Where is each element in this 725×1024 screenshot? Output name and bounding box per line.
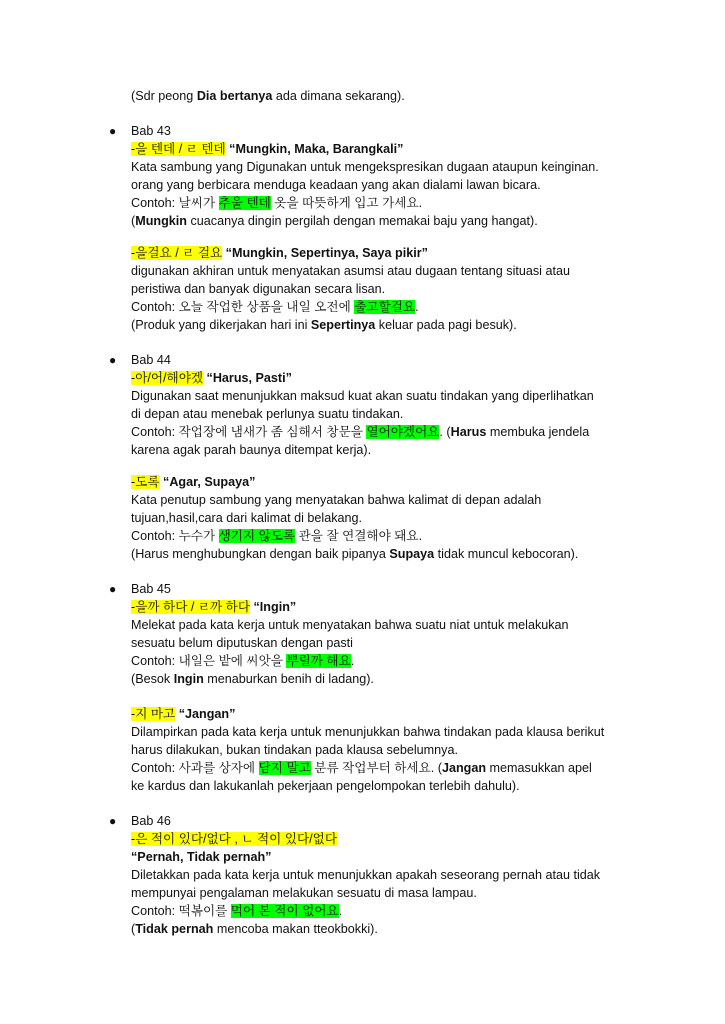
text-run: .: [338, 904, 343, 918]
text-run: keluar pada pagi besuk).: [375, 318, 517, 332]
text-run: Contoh: 작업장에 냄새가 좀 심해서 창문을: [131, 425, 367, 439]
bold-text: Ingin: [173, 672, 204, 686]
grammar-pattern-line: [131, 140, 403, 159]
grammar-pattern: -을 텐데 / ㄹ 텐데: [131, 142, 226, 156]
text-run: . (: [439, 425, 451, 439]
pattern-meaning: “Mungkin, Sepertinya, Saya pikir”: [222, 246, 428, 260]
pattern-meaning: “Ingin”: [250, 600, 297, 614]
bullet-icon: ●: [109, 814, 117, 828]
text-run: Contoh: 사과를 상자에: [131, 761, 259, 775]
description-line: harus dilakukan, bukan tindakan pada klausa sebelumnya.: [131, 743, 458, 757]
description-line: Melekat pada kata kerja untuk menyatakan bahwa suatu niat untuk melakukan: [131, 618, 569, 632]
grammar-pattern: -아/어/해야겠: [131, 371, 204, 385]
example-highlight: 뿌릴까 해요: [286, 654, 351, 668]
text-run: 관을 잘 연결해야 돼요.: [295, 529, 423, 543]
example-highlight: 담지 말고: [258, 761, 311, 775]
text-run: (: [131, 922, 136, 936]
bullet-icon: ●: [109, 124, 117, 138]
text-run: menaburkan benih di ladang).: [203, 672, 374, 686]
text-run: cuacanya dingin pergilah dengan memakai baju yang hangat).: [186, 214, 538, 228]
description-line: peristiwa dan banyak digunakan secara lisan.: [131, 282, 386, 296]
text-run: .: [415, 300, 419, 314]
description-line: Digunakan saat menunjukkan maksud kuat akan suatu tindakan yang diperlihatkan: [131, 389, 594, 403]
grammar-pattern: -도록: [131, 475, 160, 489]
translation-line: [131, 670, 374, 689]
description-line: digunakan akhiran untuk menyatakan asumsi atau dugaan tentang situasi atau: [131, 264, 570, 278]
bold-text: Supaya: [389, 547, 435, 561]
text-run: Contoh: 내일은 밭에 씨앗을: [131, 654, 287, 668]
bullet-icon: ●: [109, 582, 117, 596]
description-line: orang yang berbicara menduga keadaan yang akan dialami lawan bicara.: [131, 178, 541, 192]
text-run: 옷을 따뜻하게 입고 가세요.: [270, 196, 423, 210]
example-line: [131, 759, 592, 778]
pattern-meaning: “Agar, Supaya”: [159, 475, 256, 489]
example-highlight: 먹어 본 적이 없어요: [230, 904, 339, 918]
grammar-pattern-line: [131, 369, 292, 388]
section-heading: Bab 43: [131, 124, 171, 138]
description-line: mempunyai pengalaman melakukan sesuatu di masa lampau.: [131, 886, 477, 900]
grammar-pattern: -은 적이 있다/없다 , ㄴ 적이 있다/없다: [131, 832, 338, 846]
description-line: di depan atau menebak perlunya suatu tindakan.: [131, 407, 404, 421]
bullet-icon: ●: [109, 353, 117, 367]
example-highlight: 추울 텐데: [218, 196, 271, 210]
text-run: (: [131, 214, 136, 228]
example-highlight: 열어야겠어요: [366, 425, 440, 439]
bold-text: Dia bertanya: [196, 89, 273, 103]
description-line: Kata sambung yang Digunakan untuk mengekspresikan dugaan ataupun keinginan.: [131, 160, 599, 174]
section-heading: Bab 45: [131, 582, 171, 596]
grammar-pattern-line: [131, 244, 428, 263]
text-run: tidak muncul kebocoran).: [434, 547, 579, 561]
pattern-meaning: “Jangan”: [175, 707, 236, 721]
intro-translation: [131, 87, 405, 106]
pattern-meaning-line: [131, 848, 271, 867]
pattern-meaning: “Harus, Pasti”: [203, 371, 292, 385]
pattern-meaning: “Pernah, Tidak pernah”: [131, 850, 272, 864]
text-run: memasukkan apel: [486, 761, 592, 775]
grammar-pattern: -을까 하다 / ㄹ까 하다: [131, 600, 251, 614]
text-run: (Besok: [131, 672, 174, 686]
translation-line: [131, 316, 517, 335]
bold-text: Tidak pernah: [135, 922, 214, 936]
grammar-pattern: -지 마고: [131, 707, 176, 721]
example-continuation: karena agak parah baunya ditempat kerja).: [131, 443, 372, 457]
bold-text: Sepertinya: [310, 318, 376, 332]
bold-text: Jangan: [441, 761, 487, 775]
text-run: (Produk yang dikerjakan hari ini: [131, 318, 311, 332]
grammar-pattern-line: [131, 830, 337, 849]
pattern-meaning: “Mungkin, Maka, Barangkali”: [225, 142, 404, 156]
text-run: Contoh: 누수가: [131, 529, 219, 543]
description-line: Dilampirkan pada kata kerja untuk menunjukkan bahwa tindakan pada klausa berikut: [131, 725, 605, 739]
example-line: [131, 298, 419, 317]
section-heading: Bab 46: [131, 814, 171, 828]
description-line: Diletakkan pada kata kerja untuk menunjukkan apakah seseorang pernah atau tidak: [131, 868, 601, 882]
grammar-pattern: -을걸요 / ㄹ 걸요: [131, 246, 223, 260]
text-run: (Sdr peong: [131, 89, 197, 103]
section-heading: Bab 44: [131, 353, 171, 367]
example-line: [131, 902, 342, 921]
example-line: [131, 652, 354, 671]
text-run: Contoh: 날씨가: [131, 196, 219, 210]
text-run: .: [350, 654, 355, 668]
example-line: [131, 527, 422, 546]
text-run: mencoba makan tteokbokki).: [213, 922, 378, 936]
bold-text: Harus: [450, 425, 487, 439]
grammar-pattern-line: [131, 598, 296, 617]
text-run: 분류 작업부터 하세요. (: [310, 761, 442, 775]
example-line: [131, 423, 589, 442]
text-run: Contoh: 떡볶이를: [131, 904, 231, 918]
example-highlight: 출고할걸요: [354, 300, 416, 314]
grammar-pattern-line: [131, 705, 235, 724]
translation-line: [131, 920, 378, 939]
translation-line: [131, 212, 538, 231]
description-line: Kata penutup sambung yang menyatakan bahwa kalimat di depan adalah: [131, 493, 542, 507]
description-line: tujuan,hasil,cara dari kalimat di belakang.: [131, 511, 363, 525]
text-run: ada dimana sekarang).: [272, 89, 405, 103]
text-run: membuka jendela: [486, 425, 590, 439]
description-line: sesuatu belum diputuskan dengan pasti: [131, 636, 353, 650]
text-run: (Harus menghubungkan dengan baik pipanya: [131, 547, 390, 561]
grammar-pattern-line: [131, 473, 255, 492]
translation-line: [131, 545, 578, 564]
example-highlight: 생기지 않도록: [218, 529, 296, 543]
example-continuation: ke kardus dan lakukanlah pekerjaan pengelompokan terlebih dahulu).: [131, 779, 520, 793]
text-run: Contoh: 오늘 작업한 상품을 내일 오전에: [131, 300, 355, 314]
bold-text: Mungkin: [135, 214, 187, 228]
example-line: [131, 194, 422, 213]
